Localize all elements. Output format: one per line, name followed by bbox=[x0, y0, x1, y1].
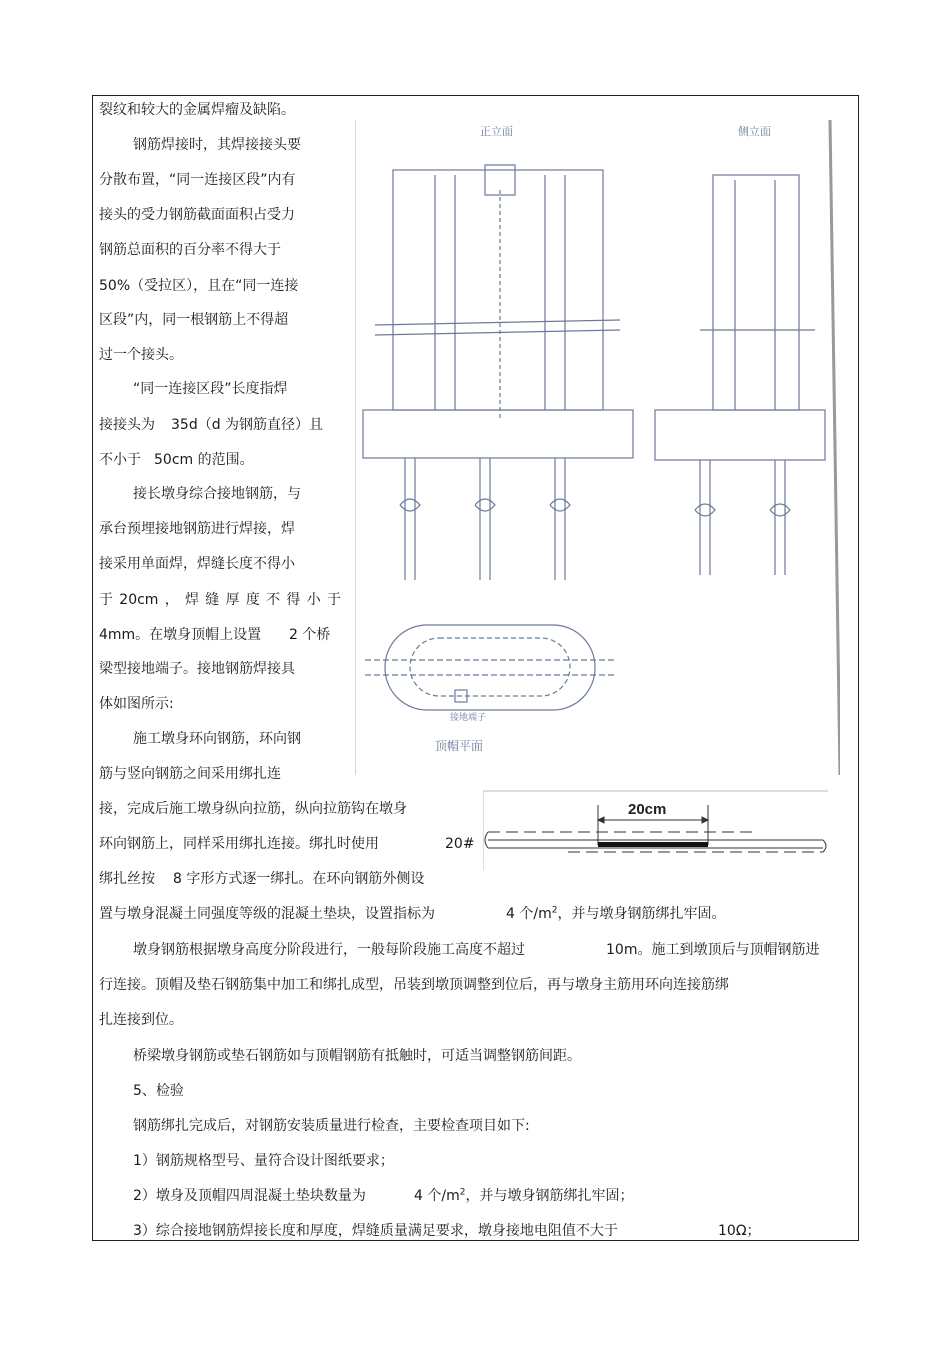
list-item: 3）综合接地钢筋焊接长度和厚度，焊缝质量满足要求，墩身接地电阻值不大于 bbox=[133, 1223, 618, 1239]
text-line: 桥梁墩身钢筋或垫石钢筋如与顶帽钢筋有抵触时，可适当调整钢筋间距。 bbox=[133, 1048, 581, 1064]
text-run: 不 bbox=[266, 592, 281, 608]
text-run: 20cm bbox=[119, 592, 159, 608]
text-run: 得 bbox=[286, 592, 301, 608]
text-line bbox=[414, 1187, 633, 1205]
text-line: 区段”内，同一根钢筋上不得超 bbox=[99, 312, 289, 328]
text-line: 20# bbox=[445, 836, 475, 852]
text-line: 钢筋总面积的百分率不得大于 bbox=[99, 242, 281, 258]
text-run: 置与墩身混凝土同强度等级的混凝土垫块，设置指标为 bbox=[99, 906, 435, 922]
superscript: 2 bbox=[551, 905, 558, 916]
text-run: ，并与墩身钢筋绑扎牢固； bbox=[465, 1188, 634, 1204]
text-line bbox=[506, 905, 725, 923]
weld-detail-drawing bbox=[483, 790, 828, 870]
text-line: 不小于 bbox=[99, 452, 141, 468]
text-line: 承台预埋接地钢筋进行焊接，焊 bbox=[99, 521, 295, 537]
text-line: 接长墩身综合接地钢筋，与 bbox=[133, 486, 301, 502]
list-item: 2）墩身及顶帽四周混凝土垫块数量为 bbox=[133, 1188, 366, 1204]
text-run: 于 bbox=[326, 592, 341, 608]
text-line: 行连接。顶帽及垫石钢筋集中加工和绑扎成型，吊装到墩顶调整到位后，再与墩身主筋用环向连接筋绑 bbox=[99, 977, 729, 993]
text-line: 裂纹和较大的金属焊瘤及缺陷。 bbox=[99, 102, 295, 118]
text-run: 于 bbox=[99, 592, 113, 608]
text-run: ， bbox=[164, 592, 179, 608]
section-heading: 5、检验 bbox=[133, 1083, 184, 1099]
text-run: 小 bbox=[306, 592, 321, 608]
text-line: 接接头为 bbox=[99, 417, 155, 433]
text-line: 10m。施工到墩顶后与顶帽钢筋进 bbox=[606, 942, 820, 958]
text-line: 筋与竖向钢筋之间采用绑扎连 bbox=[99, 766, 281, 782]
text-line: 接头的受力钢筋截面面积占受力 bbox=[99, 207, 295, 223]
text-line: 50cm 的范围。 bbox=[154, 452, 254, 468]
text-run: 度 bbox=[245, 592, 260, 608]
text-line: 钢筋绑扎完成后，对钢筋安装质量进行检查，主要检查项目如下: bbox=[133, 1118, 530, 1134]
text-line: 10Ω； bbox=[718, 1223, 761, 1239]
text-line: 8 字形方式逐一绑扎。在环向钢筋外侧设 bbox=[173, 871, 425, 887]
text-line: 4mm。在墩身顶帽上设置 bbox=[99, 627, 262, 643]
text-line-justified bbox=[99, 591, 341, 609]
text-line: 体如图所示: bbox=[99, 696, 174, 712]
label-top-plan: 顶帽平面 bbox=[435, 739, 484, 753]
text-line: 接，完成后施工墩身纵向拉筋，纵向拉筋钩在墩身 bbox=[99, 801, 407, 817]
superscript: 2 bbox=[459, 1187, 466, 1198]
text-line: 施工墩身环向钢筋，环向钢 bbox=[133, 731, 301, 747]
text-line: 钢筋焊接时，其焊接接头要 bbox=[133, 137, 301, 153]
text-run: 4 个/m bbox=[414, 1188, 460, 1204]
text-line: 分散布置，“同一连接区段”内有 bbox=[99, 172, 296, 188]
label-terminal: 接地端子 bbox=[450, 713, 487, 723]
label-front-elevation: 正立面 bbox=[480, 125, 513, 138]
text-line: 接采用单面焊，焊缝长度不得小 bbox=[99, 556, 295, 572]
text-line bbox=[99, 905, 435, 923]
text-run: 4 个/m bbox=[506, 906, 552, 922]
text-line: 2 个桥 bbox=[289, 627, 331, 643]
text-line: 35d（d 为钢筋直径）且 bbox=[171, 417, 324, 433]
text-line: 过一个接头。 bbox=[99, 347, 183, 363]
text-line: 墩身钢筋根据墩身高度分阶段进行，一般每阶段施工高度不超过 bbox=[133, 942, 525, 958]
text-line: 扎连接到位。 bbox=[99, 1012, 183, 1028]
text-run: ，并与墩身钢筋绑扎牢固。 bbox=[557, 906, 726, 922]
weld-length-label: 20cm bbox=[628, 801, 667, 818]
text-line: “同一连接区段”长度指焊 bbox=[133, 381, 288, 397]
list-item: 1）钢筋规格型号、量符合设计图纸要求； bbox=[133, 1153, 394, 1169]
text-line: 梁型接地端子。接地钢筋焊接具 bbox=[99, 661, 295, 677]
text-run: 缝 bbox=[205, 592, 220, 608]
text-line: 环向钢筋上，同样采用绑扎连接。绑扎时使用 bbox=[99, 836, 379, 852]
text-run: 厚 bbox=[225, 592, 240, 608]
text-run: 焊 bbox=[185, 592, 199, 608]
text-line: 50%（受拉区），且在“同一连接 bbox=[99, 278, 299, 294]
text-line: 绑扎丝按 bbox=[99, 871, 155, 887]
pier-grounding-drawing bbox=[355, 120, 840, 775]
label-side-elevation: 侧立面 bbox=[738, 125, 771, 138]
